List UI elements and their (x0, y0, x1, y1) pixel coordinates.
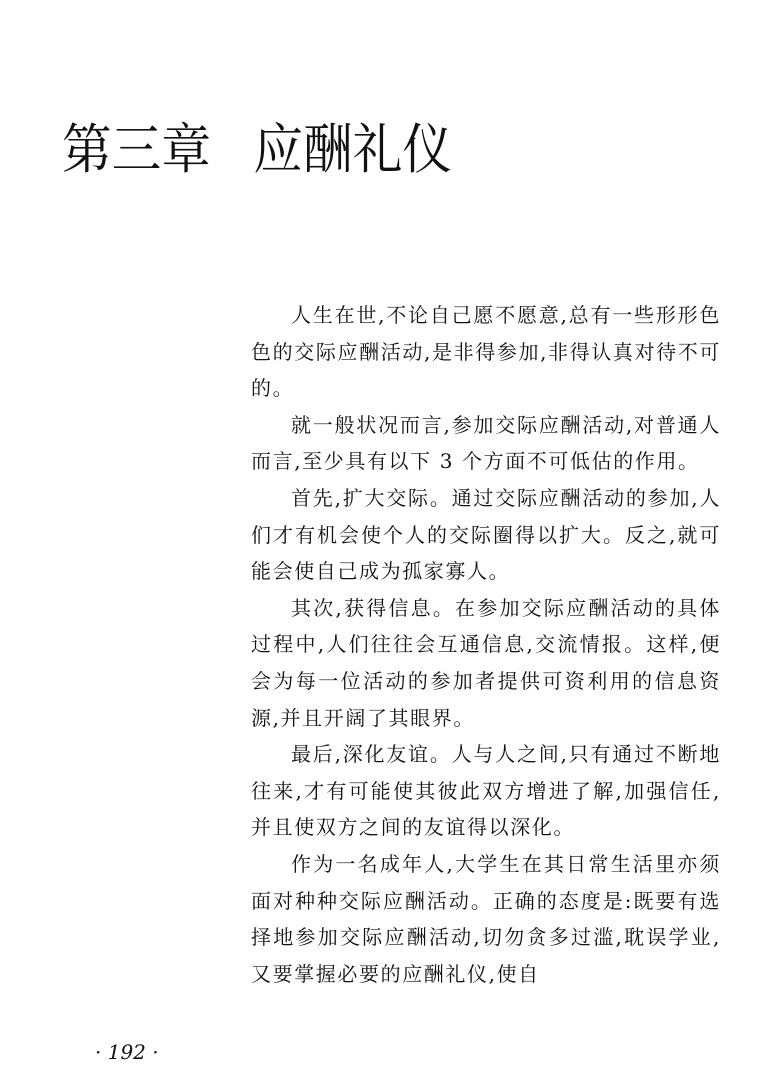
paragraph-4: 其次,获得信息。在参加交际应酬活动的具体过程中,人们往往会互通信息,交流情报。这样,便会为每一位活动的参加者提供可资利用的信息资源,并且开阔了其眼界。 (251, 595, 721, 730)
paragraph-3: 首先,扩大交际。通过交际应酬活动的参加,人们才有机会使个人的交际圈得以扩大。反之,就可能会使自己成为孤家寡人。 (251, 485, 721, 584)
paragraph-6: 作为一名成年人,大学生在其日常生活里亦须面对种种交际应酬活动。正确的态度是:既要有选择地参加交际应酬活动,切勿贪多过滥,耽误学业,又要掌握必要的应酬礼仪,使自 (251, 851, 721, 986)
page-number: · 192 · (95, 1040, 159, 1064)
body-text (251, 297, 721, 992)
chapter-number: 第三章 (62, 118, 212, 181)
paragraph-5: 最后,深化友谊。人与人之间,只有通过不断地往来,才有可能使其彼此双方增进了解,加强信任,并且使双方之间的友谊得以深化。 (251, 742, 721, 840)
chapter-name: 应酬礼仪 (253, 118, 453, 181)
paragraph-2: 就一般状况而言,参加交际应酬活动,对普通人而言,至少具有以下 3 个方面不可低估的作用。 (251, 412, 721, 474)
paragraph-1: 人生在世,不论自己愿不愿意,总有一些形形色色的交际应酬活动,是非得参加,非得认真对待不可的。 (251, 303, 721, 401)
chapter-title (62, 118, 452, 183)
